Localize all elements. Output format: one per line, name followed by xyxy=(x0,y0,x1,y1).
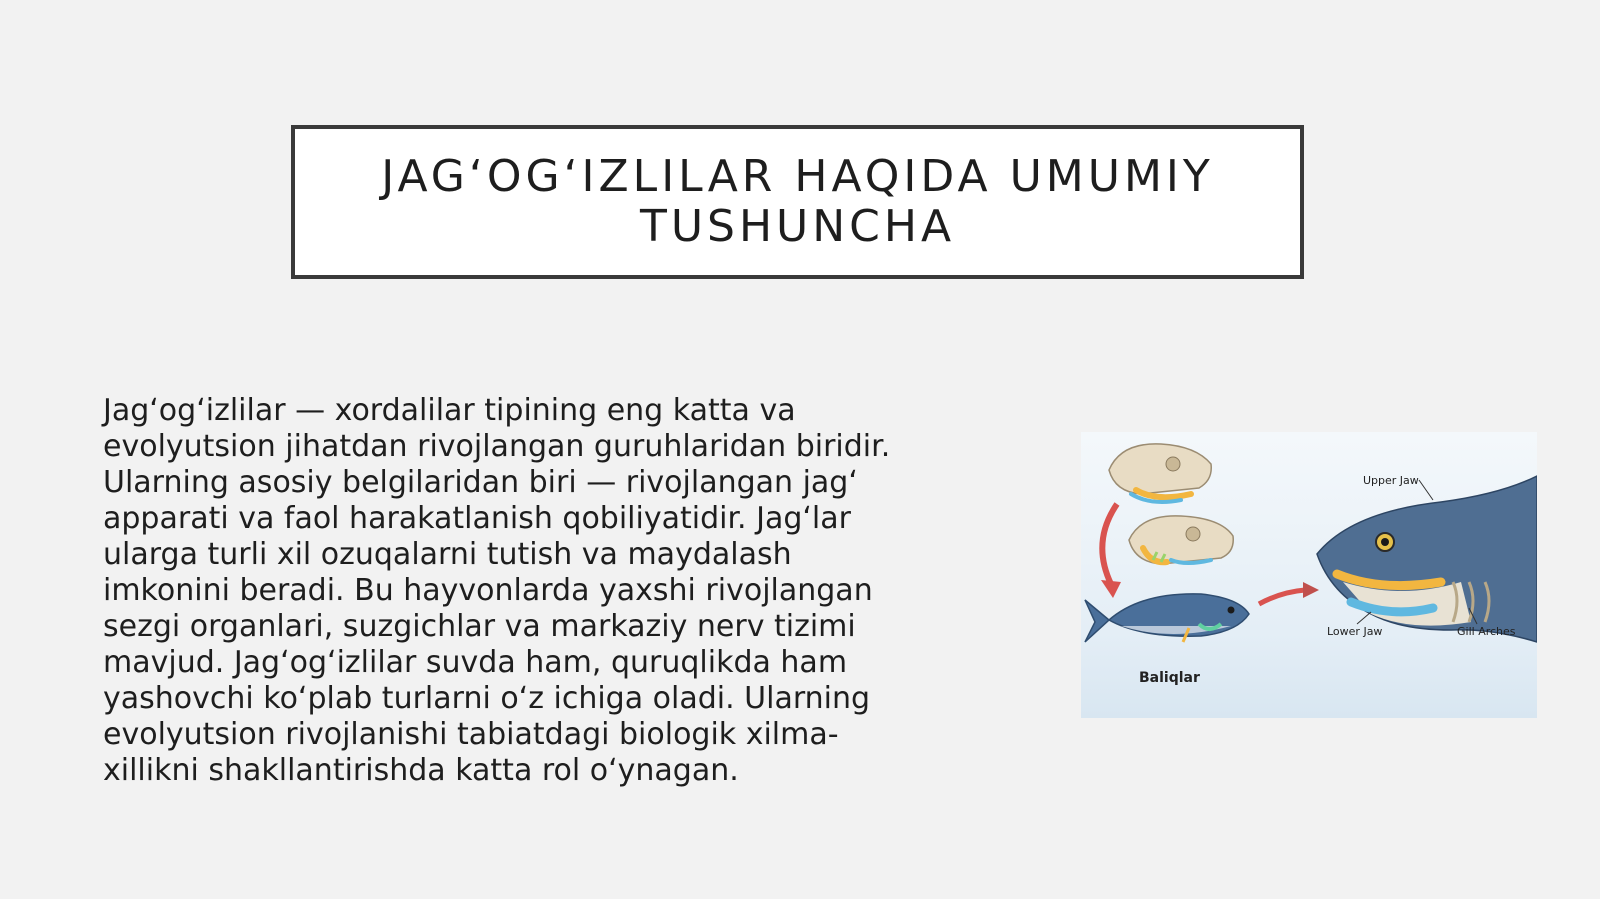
evolution-arrow-right xyxy=(1259,590,1305,604)
title-box xyxy=(291,125,1304,279)
jaw-evolution-drawing xyxy=(1081,432,1537,718)
label-caption-fish: Baliqlar xyxy=(1139,670,1200,686)
fish-illustration xyxy=(1085,594,1249,642)
slide-body-text: Jag‘og‘izlilar — xordalilar tipining eng katta va evolyutsion jihatdan rivojlangan guruhlaridan biridir. Ularning asosiy belgilaridan biri — rivojlangan jag‘ apparati va faol harakatlanish qobiliyatidir. Jag‘lar ularga turli xil ozuqalarni tutish va maydalash imkonini beradi. Bu hayvonlarda yaxshi rivojlangan sezgi organlari, suzgichlar va markaziy nerv tizimi mavjud. Jag‘og‘izlilar suvda ham, quruqlikda ham yashovchi ko‘plab turlarni o‘z ichiga oladi. Ularning evolyutsion rivojlanishi tabiatdagi biologik xilma-xillikni shakllantirishda katta rol o‘ynagan. xyxy=(103,393,891,788)
skull-illustration-1 xyxy=(1109,444,1211,502)
shark-head-illustration xyxy=(1317,476,1537,642)
slide-title: JAG‘OG‘IZLILAR HAQIDA UMUMIY TUSHUNCHA xyxy=(381,151,1214,252)
arrow-head-down xyxy=(1101,580,1121,598)
label-gill-arches: Gill Arches xyxy=(1457,625,1516,638)
arrow-head-right xyxy=(1303,582,1319,598)
label-lower-jaw: Lower Jaw xyxy=(1327,625,1383,638)
label-upper-jaw: Upper Jaw xyxy=(1363,474,1419,487)
jaw-evolution-illustration xyxy=(1081,432,1537,718)
evolution-arrow-down xyxy=(1102,504,1117,584)
skull-illustration-2 xyxy=(1129,516,1233,564)
